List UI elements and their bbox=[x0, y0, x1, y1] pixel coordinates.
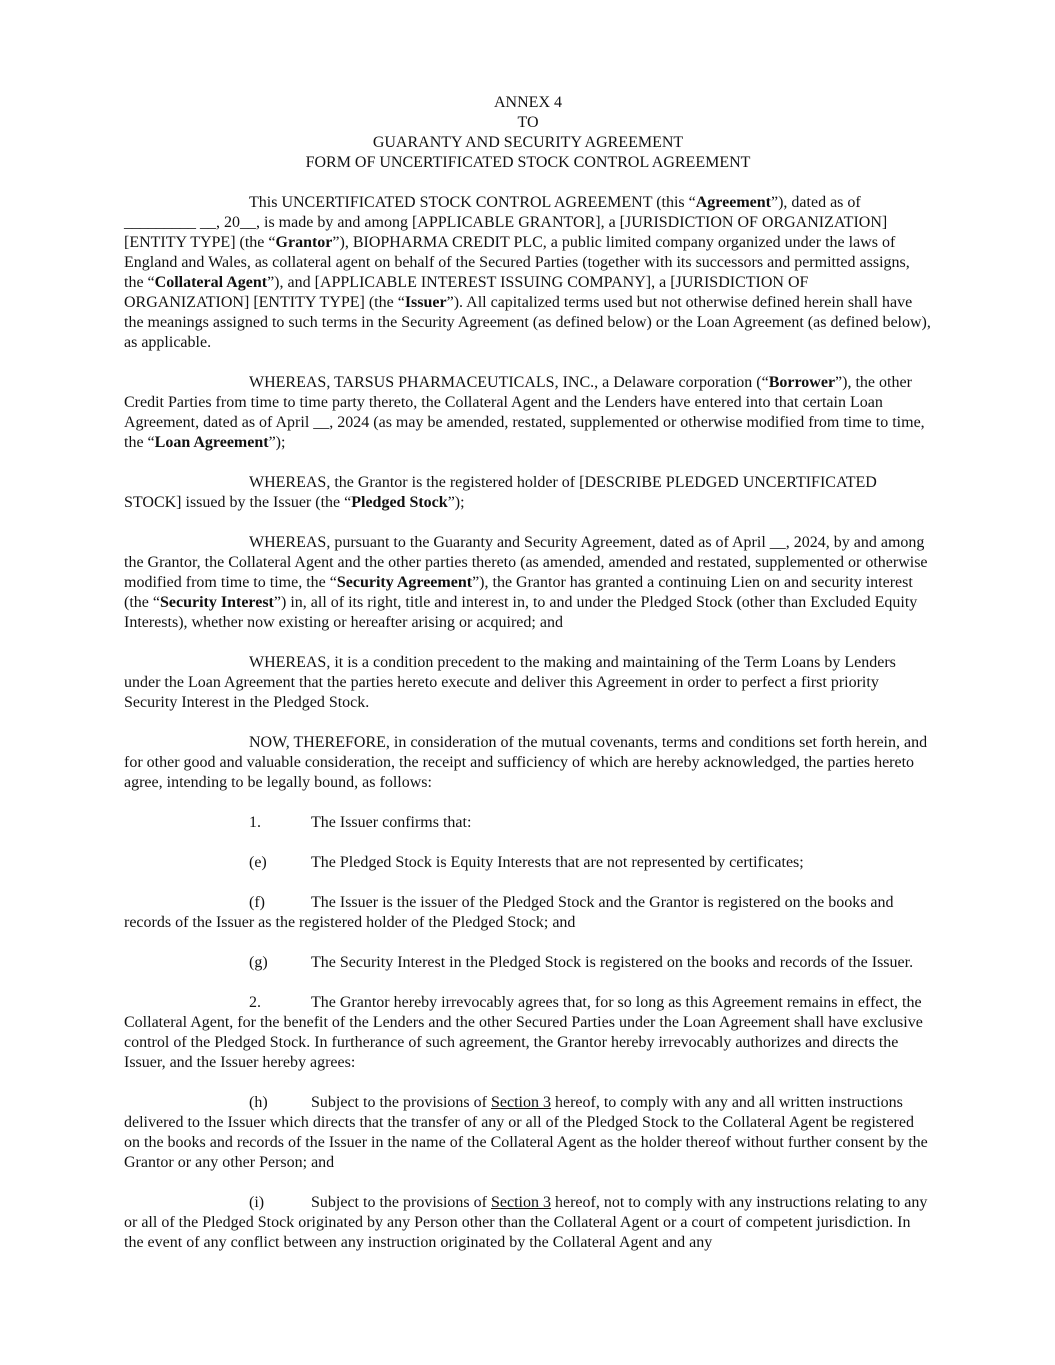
text-run: WHEREAS, TARSUS PHARMACEUTICALS, INC., a Delaware corporation (“ bbox=[249, 374, 769, 391]
clause-number: (e) bbox=[249, 854, 267, 871]
clause-text: hereof, not to comply with any instructions relating to any or all of the Pledged Stock originated by any Person other than the Collateral Agent or a court of competent jurisdiction. In the event of any conflict between any instruction originated by the Collateral Agent and any bbox=[124, 1194, 928, 1251]
section-2-paragraph bbox=[124, 993, 932, 1073]
text-run: ”); bbox=[268, 434, 286, 451]
text-run: ”) in, all of its right, title and interest in, to and under the Pledged Stock (other than Excluded Equity Interests), whether now existing or hereafter arising or acquired; and bbox=[124, 594, 918, 631]
text-run: ”), and [APPLICABLE INTEREST ISSUING COMPANY], a [JURISDICTION OF ORGANIZATION] [ENTITY TYPE] (the “ bbox=[124, 274, 809, 311]
heading-agreement-title: GUARANTY AND SECURITY AGREEMENT bbox=[372, 134, 684, 151]
text-run: WHEREAS, pursuant to the Guaranty and Security Agreement, dated as of April __, 2024, by and among the Grantor, the Collateral Agent and the other parties thereto (as amended, amended and restated, supplemented or otherwise modified from time to time, the “ bbox=[124, 534, 928, 591]
clause-text: hereof, to comply with any and all written instructions delivered to the Issuer which directs that the transfer of any or all of the Pledged Stock to the Collateral Agent be registered on the books and records of the Issuer in the name of the Collateral Agent as the holder thereof without further consent by the Grantor or any other Person; and bbox=[124, 1094, 928, 1171]
defined-term-borrower: Borrower bbox=[768, 374, 836, 391]
section-text: The Grantor hereby irrevocably agrees that, for so long as this Agreement remains in effect, the Collateral Agent, for the benefit of the Lenders and the other Secured Parties under the Loan Agreement shall have exclusive control of the Pledged Stock. In furtherance of such agreement, the Grantor hereby irrevocably authorizes and directs the Issuer, and the Issuer hereby agrees: bbox=[124, 994, 923, 1071]
document-heading bbox=[124, 93, 932, 173]
section-1-paragraph bbox=[124, 813, 932, 833]
section-number: 1. bbox=[249, 814, 261, 831]
defined-term-grantor: Grantor bbox=[275, 234, 333, 251]
now-therefore-paragraph: NOW, THEREFORE, in consideration of the mutual covenants, terms and conditions set forth herein, and for other good and valuable consideration, the receipt and sufficiency of which are hereby acknowledged, the parties hereto agree, intending to be legally bound, as follows: bbox=[124, 734, 928, 791]
defined-term-issuer: Issuer bbox=[404, 294, 447, 311]
whereas-pledged-stock-paragraph bbox=[124, 473, 932, 513]
section-number: 2. bbox=[249, 994, 261, 1011]
section-3-reference: Section 3 bbox=[490, 1194, 551, 1211]
text-run: ”), BIOPHARMA CREDIT PLC, a public limited company organized under the laws of England and Wales, as collateral agent on behalf of the Secured Parties (together with its successors and permitted assigns, the “ bbox=[124, 234, 910, 291]
whereas-security-agreement-paragraph bbox=[124, 533, 932, 633]
clause-g-paragraph bbox=[124, 953, 932, 973]
clause-text: The Security Interest in the Pledged Stock is registered on the books and records of the Issuer. bbox=[311, 954, 914, 971]
text-run: This UNCERTIFICATED STOCK CONTROL AGREEMENT (this “ bbox=[249, 194, 696, 211]
text-run: ”), the other Credit Parties from time to time party thereto, the Collateral Agent and the Lenders have entered into that certain Loan Agreement, dated as of April __, 2024 (as may be amended, restated, supplemented or otherwise modified from time to time, the “ bbox=[124, 374, 925, 451]
intro-paragraph bbox=[124, 193, 932, 353]
text-run: ”). All capitalized terms used but not otherwise defined herein shall have the meanings assigned to such terms in the Security Agreement (as defined below) or the Loan Agreement (as defined below), as applicable. bbox=[124, 294, 931, 351]
clause-number: (i) bbox=[249, 1194, 265, 1211]
clause-h-paragraph bbox=[124, 1093, 932, 1173]
text-run: WHEREAS, the Grantor is the registered holder of [DESCRIBE PLEDGED UNCERTIFICATED STOCK] issued by the Issuer (the “ bbox=[124, 474, 877, 511]
heading-form-title: FORM OF UNCERTIFICATED STOCK CONTROL AGREEMENT bbox=[305, 154, 751, 171]
clause-number: (f) bbox=[249, 894, 265, 911]
heading-to: TO bbox=[517, 114, 539, 131]
clause-e-paragraph bbox=[124, 853, 932, 873]
clause-f-paragraph bbox=[124, 893, 932, 933]
clause-text: The Pledged Stock is Equity Interests that are not represented by certificates; bbox=[311, 854, 804, 871]
defined-term-agreement: Agreement bbox=[695, 194, 771, 211]
defined-term-pledged-stock: Pledged Stock bbox=[351, 494, 448, 511]
defined-term-collateral-agent: Collateral Agent bbox=[154, 274, 268, 291]
heading-annex: ANNEX 4 bbox=[494, 94, 562, 111]
clause-text: Subject to the provisions of bbox=[311, 1094, 491, 1111]
section-3-reference: Section 3 bbox=[490, 1094, 551, 1111]
whereas-borrower-paragraph bbox=[124, 373, 932, 453]
clause-number: (g) bbox=[249, 954, 268, 971]
defined-term-loan-agreement: Loan Agreement bbox=[154, 434, 269, 451]
defined-term-security-interest: Security Interest bbox=[159, 594, 274, 611]
clause-i-paragraph bbox=[124, 1193, 932, 1253]
clause-text: The Issuer is the issuer of the Pledged Stock and the Grantor is registered on the books and records of the Issuer as the registered holder of the Pledged Stock; and bbox=[124, 894, 894, 931]
clause-text: Subject to the provisions of bbox=[311, 1194, 491, 1211]
defined-term-security-agreement: Security Agreement bbox=[336, 574, 473, 591]
whereas-condition-paragraph: WHEREAS, it is a condition precedent to the making and maintaining of the Term Loans by Lenders under the Loan Agreement that the parties hereto execute and deliver this Agreement in order to perfect a first priority Security Interest in the Pledged Stock. bbox=[124, 654, 896, 711]
text-run: ”), dated as of _________ __, 20__, is made by and among [APPLICABLE GRANTOR], a [JURISDICTION OF ORGANIZATION] [ENTITY TYPE] (the “ bbox=[124, 194, 888, 251]
clause-number: (h) bbox=[249, 1094, 268, 1111]
section-text: The Issuer confirms that: bbox=[311, 814, 472, 831]
text-run: ”), the Grantor has granted a continuing Lien on and security interest (the “ bbox=[124, 574, 913, 611]
text-run: ”); bbox=[447, 494, 465, 511]
